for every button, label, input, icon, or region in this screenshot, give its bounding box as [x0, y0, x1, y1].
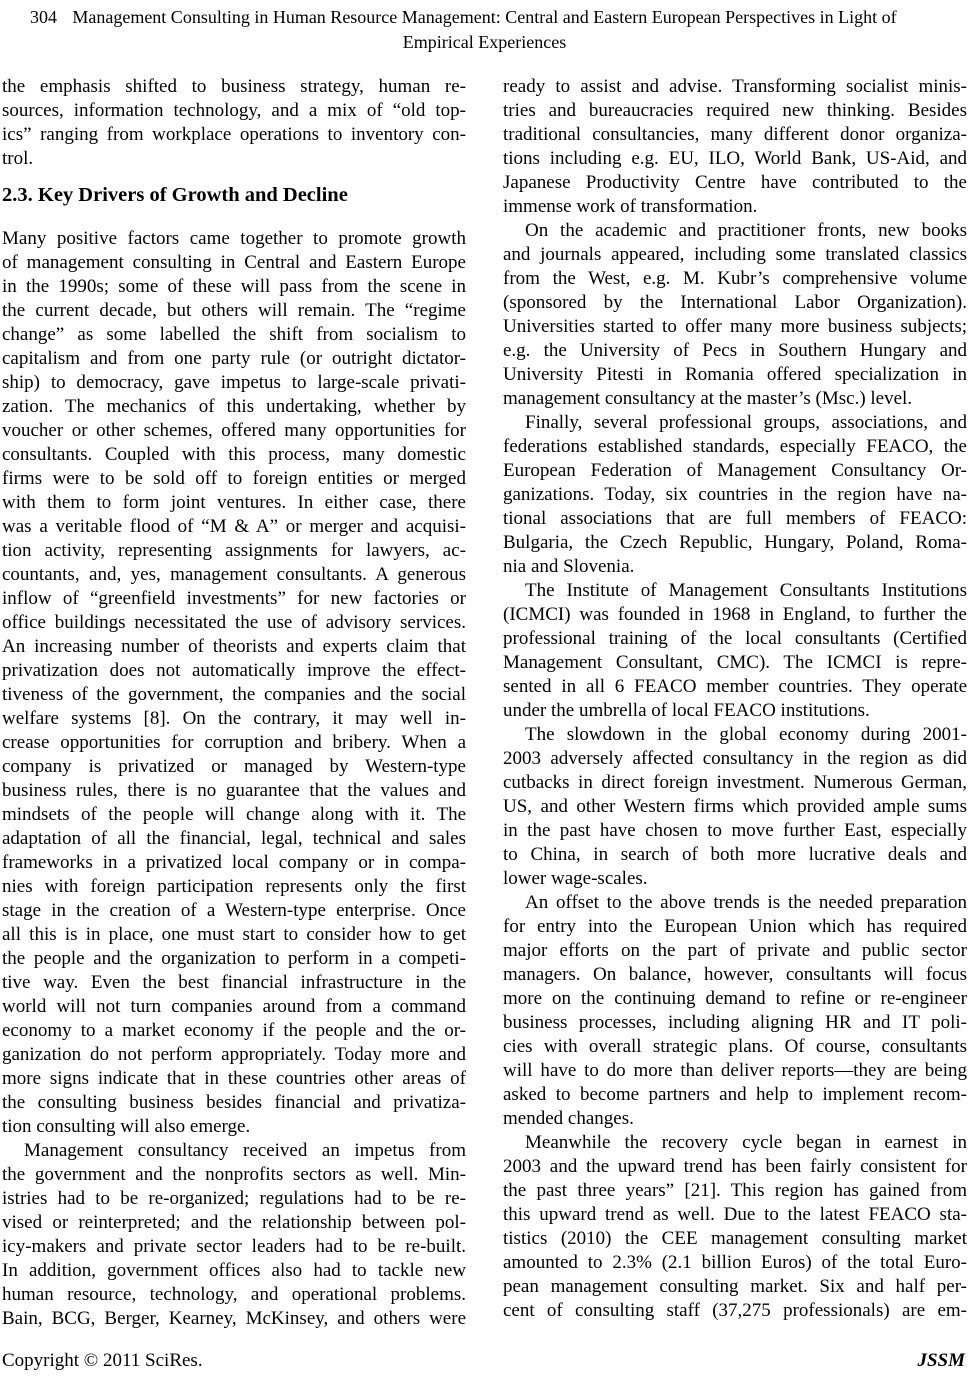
- text-line: of management consulting in Central and Eastern Europe: [2, 252, 466, 273]
- paragraph: [503, 219, 967, 411]
- text-line: major efforts on the part of private and public sector: [503, 940, 967, 961]
- text-line: for entry into the European Union which has required: [503, 916, 967, 937]
- text-line: under the umbrella of local FEACO institutions.: [503, 700, 870, 721]
- paragraph: [2, 75, 466, 171]
- running-title-line1: Management Consulting in Human Resource Management: Central and Eastern European Perspectives in Light of: [72, 7, 897, 27]
- text-line: in the 1990s; some of these will pass from the scene in: [2, 276, 466, 297]
- text-line: business processes, including aligning HR and IT poli-: [503, 1012, 967, 1033]
- text-line: consultants. Coupled with this process, many domestic: [2, 444, 466, 465]
- text-line: nia and Slovenia.: [503, 556, 635, 577]
- text-line: (ICMCI) was founded in 1968 in England, to further the: [503, 604, 967, 625]
- text-line: ganization do not perform appropriately. Today more and: [2, 1044, 466, 1065]
- section-heading: 2.3. Key Drivers of Growth and Decline: [2, 184, 348, 206]
- text-line: from the West, e.g. M. Kubr’s comprehensive volume: [503, 268, 967, 289]
- text-line: mended changes.: [503, 1108, 634, 1129]
- text-line: mindsets of the people will change along with it. The: [2, 804, 466, 825]
- text-line: cies with overall strategic plans. Of course, consultants: [503, 1036, 967, 1057]
- text-line: will have to do more than deliver reports—they are being: [503, 1060, 967, 1081]
- paragraph: [503, 891, 967, 1131]
- text-line: more signs indicate that in these countries other areas of: [2, 1068, 466, 1089]
- text-line: tions including e.g. EU, ILO, World Bank, US-Aid, and: [503, 148, 967, 169]
- text-line: lower wage-scales.: [503, 868, 648, 889]
- text-line: sources, information technology, and a mix of “old top-: [2, 100, 466, 121]
- text-line: frameworks in a privatized local company or in compa-: [2, 852, 466, 873]
- text-line: European Federation of Management Consultancy Or-: [503, 460, 967, 481]
- text-line: company is privatized or managed by Western-type: [2, 756, 466, 777]
- text-line: sented in all 6 FEACO member countries. They operate: [503, 676, 967, 697]
- text-line: The Institute of Management Consultants Institutions: [525, 580, 967, 601]
- text-line: ganizations. Today, six countries in the region have na-: [503, 484, 967, 505]
- text-line: office buildings necessitated the use of advisory services.: [2, 612, 466, 633]
- text-line: crease opportunities for corruption and bribery. When a: [2, 732, 466, 753]
- text-line: Management consultancy received an impetus from: [24, 1140, 466, 1161]
- right-column: [503, 75, 967, 1331]
- page-footer: [2, 1349, 965, 1373]
- text-line: e.g. the University of Pecs in Southern Hungary and: [503, 340, 967, 361]
- text-line: Japanese Productivity Centre have contributed to the: [503, 172, 967, 193]
- paragraph: [503, 579, 967, 723]
- text-line: 2003 adversely affected consultancy in the region as did: [503, 748, 967, 769]
- text-line: Universities started to offer many more business subjects;: [503, 316, 967, 337]
- text-line: the government and the nonprofits sectors as well. Min-: [2, 1164, 466, 1185]
- text-line: US, and other Western firms which provided ample sums: [503, 796, 967, 817]
- text-line: world will not turn companies around from a command: [2, 996, 466, 1017]
- paragraph: [503, 1131, 967, 1323]
- text-line: and journals appeared, including some translated classics: [503, 244, 967, 265]
- text-line: Finally, several professional groups, associations, and: [525, 412, 967, 433]
- text-line: An increasing number of theorists and experts claim that: [2, 636, 466, 657]
- text-line: traditional consultancies, many different donor organiza-: [503, 124, 967, 145]
- text-line: nies with foreign participation represents only the first: [2, 876, 466, 897]
- text-line: cutbacks in direct foreign investment. Numerous German,: [503, 772, 967, 793]
- text-line: adaptation of all the financial, legal, technical and sales: [2, 828, 466, 849]
- text-line: cent of consulting staff (37,275 professionals) are em-: [503, 1300, 967, 1321]
- text-line: in the past have chosen to move further East, especially: [503, 820, 967, 841]
- text-line: management consultancy at the master’s (Msc.) level.: [503, 388, 913, 409]
- text-line: federations established standards, especially FEACO, the: [503, 436, 967, 457]
- text-line: Many positive factors came together to promote growth: [2, 228, 466, 249]
- text-line: professional training of the local consultants (Certified: [503, 628, 967, 649]
- text-line: the emphasis shifted to business strategy, human re-: [2, 76, 466, 97]
- running-title: [0, 5, 969, 55]
- text-line: welfare systems [8]. On the contrary, it may well in-: [2, 708, 466, 729]
- journal-abbrev: JSSM: [917, 1350, 965, 1371]
- page-header: [0, 5, 969, 55]
- text-line: tion consulting will also emerge.: [2, 1116, 251, 1137]
- text-line: Bulgaria, the Czech Republic, Hungary, Poland, Roma-: [503, 532, 967, 553]
- text-line: inflow of “greenfield investments” for new factories or: [2, 588, 466, 609]
- copyright-notice: Copyright © 2011 SciRes.: [2, 1350, 203, 1371]
- text-line: tion activity, representing assignments for lawyers, ac-: [2, 540, 466, 561]
- text-line: firms were to be sold off to foreign entities or merged: [2, 468, 466, 489]
- text-line: the past three years” [21]. This region has gained from: [503, 1180, 967, 1201]
- text-line: The slowdown in the global economy during 2001-: [525, 724, 967, 745]
- text-line: the people and the organization to perform in a competi-: [2, 948, 466, 969]
- text-line: capitalism and from one party rule (or outright dictator-: [2, 348, 466, 369]
- text-line: economy to a market economy if the people and the or-: [2, 1020, 466, 1041]
- text-line: asked to become partners and help to implement recom-: [503, 1084, 967, 1105]
- text-line: the consulting business besides financial and privatiza-: [2, 1092, 466, 1113]
- text-line: the current decade, but others will remain. The “regime: [2, 300, 466, 321]
- text-line: this upward trend as well. Due to the latest FEACO sta-: [503, 1204, 967, 1225]
- text-line: tistics (2010) the CEE management consulting market: [503, 1228, 967, 1249]
- text-line: vised or reinterpreted; and the relationship between pol-: [2, 1212, 466, 1233]
- text-line: tive way. Even the best financial infrastructure in the: [2, 972, 466, 993]
- paragraph: [503, 723, 967, 891]
- text-line: On the academic and practitioner fronts, new books: [525, 220, 967, 241]
- text-line: zation. The mechanics of this undertaking, whether by: [2, 396, 466, 417]
- text-line: An offset to the above trends is the needed preparation: [525, 892, 967, 913]
- paragraph: [503, 411, 967, 579]
- text-line: tries and bureaucracies required new thinking. Besides: [503, 100, 967, 121]
- text-line: human resource, technology, and operational problems.: [2, 1284, 466, 1305]
- text-line: tiveness of the government, the companies and the social: [2, 684, 466, 705]
- text-line: amounted to 2.3% (2.1 billion Euros) of the total Euro-: [503, 1252, 967, 1273]
- text-line: stage in the creation of a Western-type enterprise. Once: [2, 900, 466, 921]
- text-line: 2003 and the upward trend has been fairly consistent for: [503, 1156, 967, 1177]
- left-column: [2, 75, 466, 1331]
- text-line: Bain, BCG, Berger, Kearney, McKinsey, and others were: [2, 1308, 466, 1329]
- running-title-line2: Empirical Experiences: [402, 32, 567, 52]
- text-line: with them to form joint ventures. In either case, there: [2, 492, 466, 513]
- text-line: University Pitesti in Romania offered specialization in: [503, 364, 967, 385]
- text-line: immense work of transformation.: [503, 196, 758, 217]
- text-line: change” as some labelled the shift from socialism to: [2, 324, 466, 345]
- text-line: ready to assist and advise. Transforming socialist minis-: [503, 76, 967, 97]
- text-line: business rules, there is no guarantee that the values and: [2, 780, 466, 801]
- text-line: voucher or other schemes, offered many opportunities for: [2, 420, 466, 441]
- paragraph: [2, 1139, 466, 1331]
- text-line: trol.: [2, 148, 34, 169]
- text-line: countants, and, yes, management consultants. A generous: [2, 564, 466, 585]
- text-line: (sponsored by the International Labor Organization).: [503, 292, 967, 313]
- text-line: all this is in place, one must start to consider how to get: [2, 924, 466, 945]
- text-line: pean management consulting market. Six and half per-: [503, 1276, 967, 1297]
- paragraph: [503, 75, 967, 219]
- two-column-body: [2, 75, 967, 1331]
- text-line: ship) to democracy, gave impetus to large-scale privati-: [2, 372, 466, 393]
- text-line: tional associations that are full members of FEACO:: [503, 508, 967, 529]
- text-line: Meanwhile the recovery cycle began in earnest in: [525, 1132, 967, 1153]
- text-line: icy-makers and private sector leaders had to be re-built.: [2, 1236, 466, 1257]
- text-line: In addition, government offices also had to tackle new: [2, 1260, 466, 1281]
- text-line: privatization does not automatically improve the effect-: [2, 660, 466, 681]
- text-line: more on the continuing demand to refine or re-engineer: [503, 988, 967, 1009]
- paragraph: [2, 227, 466, 1139]
- text-line: to China, in search of both more lucrative deals and: [503, 844, 967, 865]
- page-number: 304: [30, 7, 57, 27]
- text-line: was a veritable flood of “M & A” or merger and acquisi-: [2, 516, 466, 537]
- text-line: Management Consultant, CMC). The ICMCI is repre-: [503, 652, 967, 673]
- text-line: istries had to be re-organized; regulations had to be re-: [2, 1188, 466, 1209]
- text-line: managers. On balance, however, consultants will focus: [503, 964, 967, 985]
- text-line: ics” ranging from workplace operations to inventory con-: [2, 124, 466, 145]
